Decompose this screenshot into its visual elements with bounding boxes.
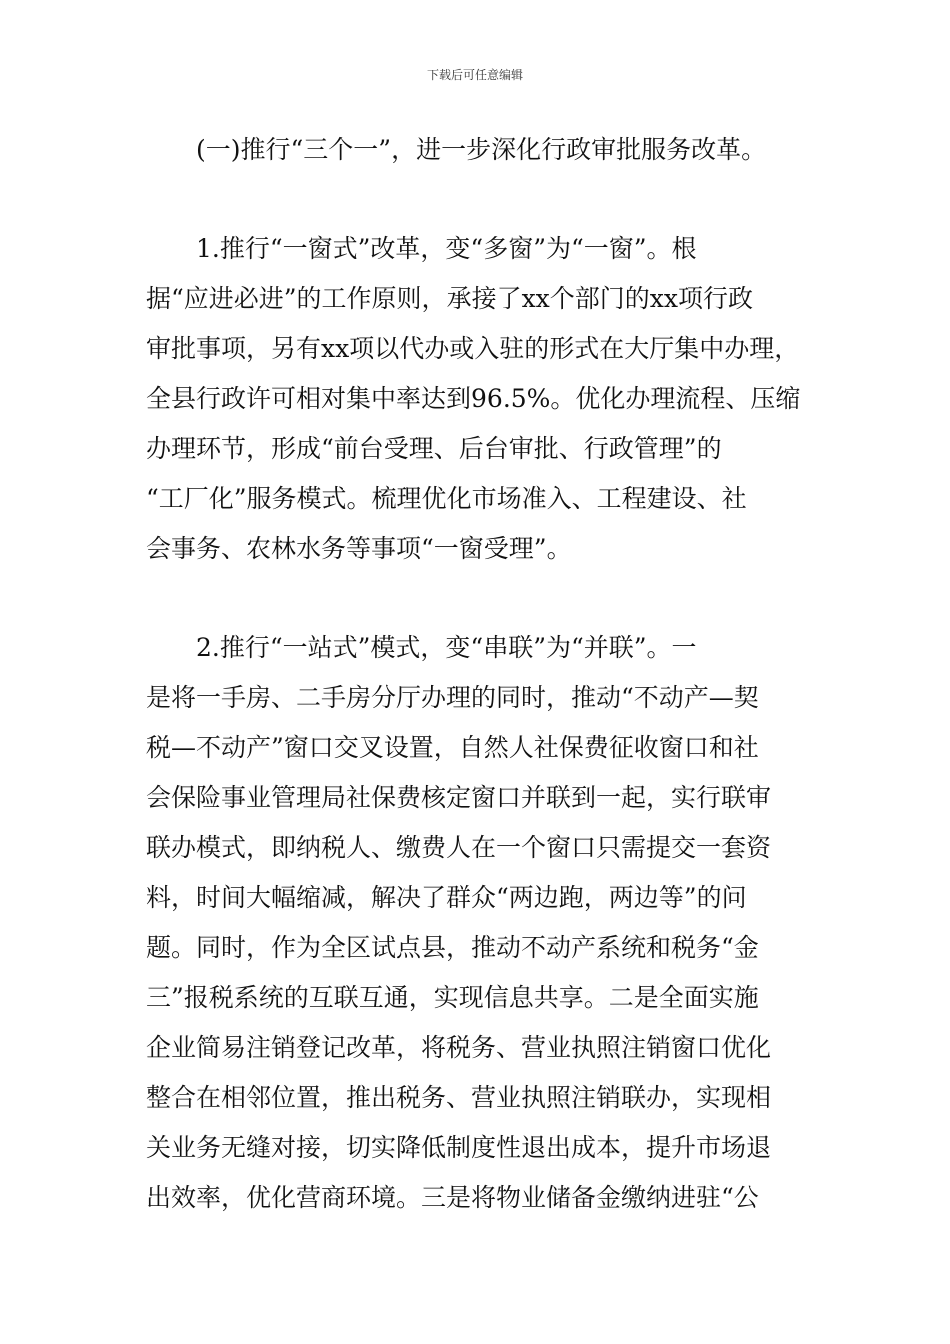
header-note: 下载后可任意编辑	[426, 68, 523, 82]
paragraph-line: 料，时间大幅缩减，解决了群众“两边跑，两边等”的问	[146, 883, 747, 912]
paragraph-line: 办理环节，形成“前台受理、后台审批、行政管理”的	[146, 434, 722, 463]
paragraph-line: 会保险事业管理局社保费核定窗口并联到一起，实行联审	[146, 783, 772, 812]
paragraph-2	[146, 623, 811, 1223]
paragraph-line: 题。同时，作为全区试点县，推动不动产系统和税务“金	[146, 933, 759, 962]
paragraph-line: 2.推行“一站式”模式，变“串联”为“并联”。一	[196, 633, 697, 662]
paragraph-line: “工厂化”服务模式。梳理优化市场准入、工程建设、社	[146, 484, 747, 513]
paragraph-line: 审批事项，另有xx项以代办或入驻的形式在大厅集中办理，	[146, 334, 800, 363]
paragraph-line: 整合在相邻位置，推出税务、营业执照注销联办，实现相	[146, 1083, 772, 1112]
section-heading: (一)推行“三个一”，进一步深化行政审批服务改革。	[196, 135, 767, 164]
paragraph-line: 全县行政许可相对集中率达到96.5%。优化办理流程、压缩	[146, 384, 801, 413]
paragraph-line: 税—不动产”窗口交叉设置，自然人社保费征收窗口和社	[146, 733, 759, 762]
paragraph-line: 企业简易注销登记改革，将税务、营业执照注销窗口优化	[146, 1033, 772, 1062]
paragraph-line: 出效率，优化营商环境。三是将物业储备金缴纳进驻“公	[146, 1183, 759, 1212]
paragraph-1	[146, 224, 811, 574]
paragraph-line: 三”报税系统的互联互通，实现信息共享。二是全面实施	[146, 983, 759, 1012]
paragraph-line: 会事务、农林水务等事项“一窗受理”。	[146, 534, 572, 563]
paragraph-line: 关业务无缝对接，切实降低制度性退出成本，提升市场退	[146, 1133, 772, 1162]
paragraph-line: 联办模式，即纳税人、缴费人在一个窗口只需提交一套资	[146, 833, 772, 862]
paragraph-line: 1.推行“一窗式”改革，变“多窗”为“一窗”。根	[196, 234, 697, 263]
paragraph-line: 据“应进必进”的工作原则，承接了xx个部门的xx项行政	[146, 284, 753, 313]
paragraph-line: 是将一手房、二手房分厅办理的同时，推动“不动产—契	[146, 683, 759, 712]
